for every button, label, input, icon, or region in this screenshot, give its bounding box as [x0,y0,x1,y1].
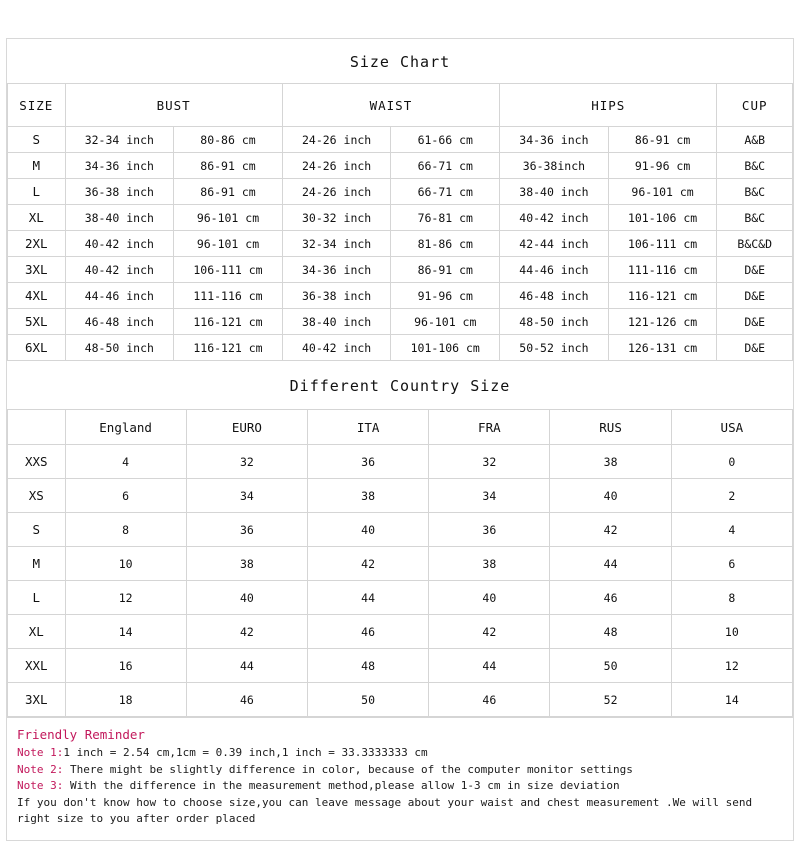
size-chart-sheet [6,38,794,841]
cell-cup: A&B [717,127,793,153]
cell-hips-cm: 101-106 cm [608,205,717,231]
header-hips: HIPS [500,84,717,127]
cell-hips-in: 42-44 inch [500,231,609,257]
cell-ita: 48 [307,649,428,683]
table-row [8,445,793,479]
table-row [8,179,793,205]
cell-fra: 46 [429,683,550,717]
cell-bust-cm: 116-121 cm [174,335,283,361]
cell-hips-cm: 116-121 cm [608,283,717,309]
cell-waist-cm: 81-86 cm [391,231,500,257]
cell-rus: 46 [550,581,671,615]
cell-bust-in: 40-42 inch [65,231,174,257]
cell-waist-in: 30-32 inch [282,205,391,231]
cell-hips-in: 40-42 inch [500,205,609,231]
cell-size: XXL [8,649,66,683]
cell-bust-cm: 86-91 cm [174,153,283,179]
note-2 [17,762,783,779]
cell-cup: B&C [717,153,793,179]
table-row [8,153,793,179]
header-bust: BUST [65,84,282,127]
cell-usa: 8 [671,581,792,615]
cell-bust-in: 40-42 inch [65,257,174,283]
cell-fra: 42 [429,615,550,649]
header-usa: USA [671,410,792,445]
table-row [8,547,793,581]
cell-waist-cm: 91-96 cm [391,283,500,309]
cell-cup: B&C [717,179,793,205]
table-row [8,479,793,513]
page-title: Size Chart [349,53,451,71]
cell-size: M [8,153,66,179]
note-4-text: If you don't know how to choose size,you can leave message about your waist and chest measurement .We will send right size to you after order placed [17,795,753,825]
size-chart-body [8,127,793,361]
cell-waist-in: 34-36 inch [282,257,391,283]
cell-hips-in: 48-50 inch [500,309,609,335]
cell-bust-in: 36-38 inch [65,179,174,205]
cell-hips-in: 50-52 inch [500,335,609,361]
cell-size: 3XL [8,683,66,717]
country-table-body [8,445,793,717]
cell-rus: 42 [550,513,671,547]
cell-size: 5XL [8,309,66,335]
header-england: England [65,410,186,445]
note-2-text: There might be slightly difference in color, because of the computer monitor settings [63,762,633,776]
cell-cup: B&C [717,205,793,231]
cell-ita: 38 [307,479,428,513]
header-country-size [8,410,66,445]
cell-size: L [8,179,66,205]
note-3-label: Note 3: [17,779,64,792]
cell-usa: 12 [671,649,792,683]
cell-rus: 44 [550,547,671,581]
cell-hips-cm: 121-126 cm [608,309,717,335]
cell-waist-in: 24-26 inch [282,179,391,205]
cell-waist-cm: 101-106 cm [391,335,500,361]
cell-bust-in: 48-50 inch [65,335,174,361]
cell-cup: B&C&D [717,231,793,257]
cell-rus: 50 [550,649,671,683]
table-row [8,649,793,683]
header-fra: FRA [429,410,550,445]
header-waist: WAIST [282,84,499,127]
cell-hips-cm: 111-116 cm [608,257,717,283]
cell-euro: 34 [186,479,307,513]
cell-england: 12 [65,581,186,615]
cell-size: 3XL [8,257,66,283]
cell-england: 16 [65,649,186,683]
table-row [8,615,793,649]
cell-hips-cm: 126-131 cm [608,335,717,361]
cell-usa: 4 [671,513,792,547]
cell-cup: D&E [717,283,793,309]
cell-bust-in: 34-36 inch [65,153,174,179]
cell-hips-in: 44-46 inch [500,257,609,283]
header-rus: RUS [550,410,671,445]
cell-euro: 44 [186,649,307,683]
table-row [8,283,793,309]
cell-hips-cm: 86-91 cm [608,127,717,153]
cell-england: 4 [65,445,186,479]
cell-euro: 40 [186,581,307,615]
cell-waist-cm: 66-71 cm [391,179,500,205]
note-3-text: With the difference in the measurement method,please allow 1-3 cm in size deviation [63,779,620,792]
cell-bust-cm: 111-116 cm [174,283,283,309]
cell-waist-in: 38-40 inch [282,309,391,335]
cell-usa: 6 [671,547,792,581]
reminder-title: Friendly Reminder [17,727,145,742]
cell-size: XL [8,205,66,231]
cell-ita: 46 [307,615,428,649]
cell-euro: 46 [186,683,307,717]
cell-size: XXS [8,445,66,479]
header-cup: CUP [717,84,793,127]
cell-rus: 40 [550,479,671,513]
cell-cup: D&E [717,335,793,361]
table-row [8,257,793,283]
header-size: SIZE [8,84,66,127]
cell-waist-cm: 96-101 cm [391,309,500,335]
cell-waist-cm: 76-81 cm [391,205,500,231]
cell-size: XS [8,479,66,513]
cell-hips-cm: 91-96 cm [608,153,717,179]
cell-euro: 32 [186,445,307,479]
country-size-table [7,409,793,717]
cell-usa: 14 [671,683,792,717]
cell-bust-in: 38-40 inch [65,205,174,231]
table-row [8,335,793,361]
cell-size: M [8,547,66,581]
cell-size: S [8,127,66,153]
table-row [8,309,793,335]
cell-rus: 48 [550,615,671,649]
cell-hips-cm: 106-111 cm [608,231,717,257]
cell-fra: 36 [429,513,550,547]
cell-ita: 50 [307,683,428,717]
cell-euro: 42 [186,615,307,649]
friendly-reminder-section [7,717,793,840]
cell-hips-in: 34-36 inch [500,127,609,153]
cell-bust-cm: 116-121 cm [174,309,283,335]
cell-waist-cm: 61-66 cm [391,127,500,153]
cell-size: 4XL [8,283,66,309]
cell-waist-in: 40-42 inch [282,335,391,361]
cell-size: L [8,581,66,615]
table-header-row [8,410,793,445]
cell-hips-cm: 96-101 cm [608,179,717,205]
cell-bust-in: 44-46 inch [65,283,174,309]
cell-euro: 38 [186,547,307,581]
cell-waist-cm: 66-71 cm [391,153,500,179]
table-row [8,581,793,615]
cell-waist-in: 24-26 inch [282,127,391,153]
cell-size: XL [8,615,66,649]
note-1-text: 1 inch = 2.54 cm,1cm = 0.39 inch,1 inch = 33.3333333 cm [63,746,428,759]
note-3 [17,778,783,795]
header-ita: ITA [307,410,428,445]
cell-ita: 44 [307,581,428,615]
cell-fra: 32 [429,445,550,479]
cell-fra: 40 [429,581,550,615]
cell-usa: 10 [671,615,792,649]
cell-size: S [8,513,66,547]
cell-cup: D&E [717,257,793,283]
cell-ita: 42 [307,547,428,581]
header-euro: EURO [186,410,307,445]
cell-bust-cm: 86-91 cm [174,179,283,205]
size-chart-table [7,83,793,361]
note-1 [17,745,783,762]
cell-euro: 36 [186,513,307,547]
table-row [8,127,793,153]
cell-england: 10 [65,547,186,581]
cell-england: 18 [65,683,186,717]
cell-hips-in: 46-48 inch [500,283,609,309]
table-header-row [8,84,793,127]
cell-size: 2XL [8,231,66,257]
cell-ita: 40 [307,513,428,547]
note-1-label: Note 1: [17,746,64,759]
cell-waist-in: 32-34 inch [282,231,391,257]
cell-england: 6 [65,479,186,513]
cell-fra: 34 [429,479,550,513]
cell-bust-cm: 96-101 cm [174,205,283,231]
cell-usa: 2 [671,479,792,513]
cell-rus: 38 [550,445,671,479]
country-chart-title: Different Country Size [289,377,511,395]
cell-england: 8 [65,513,186,547]
note-2-label: Note 2: [17,762,64,776]
cell-usa: 0 [671,445,792,479]
cell-waist-cm: 86-91 cm [391,257,500,283]
cell-size: 6XL [8,335,66,361]
size-chart-header [8,84,793,127]
cell-hips-in: 38-40 inch [500,179,609,205]
cell-bust-in: 32-34 inch [65,127,174,153]
table-row [8,513,793,547]
cell-england: 14 [65,615,186,649]
cell-waist-in: 36-38 inch [282,283,391,309]
table-row [8,205,793,231]
cell-fra: 38 [429,547,550,581]
table-row [8,683,793,717]
country-table-header [8,410,793,445]
cell-bust-cm: 80-86 cm [174,127,283,153]
table-row [8,231,793,257]
cell-fra: 44 [429,649,550,683]
cell-waist-in: 24-26 inch [282,153,391,179]
cell-bust-cm: 106-111 cm [174,257,283,283]
cell-hips-in: 36-38inch [500,153,609,179]
cell-rus: 52 [550,683,671,717]
cell-cup: D&E [717,309,793,335]
cell-bust-in: 46-48 inch [65,309,174,335]
cell-bust-cm: 96-101 cm [174,231,283,257]
cell-ita: 36 [307,445,428,479]
